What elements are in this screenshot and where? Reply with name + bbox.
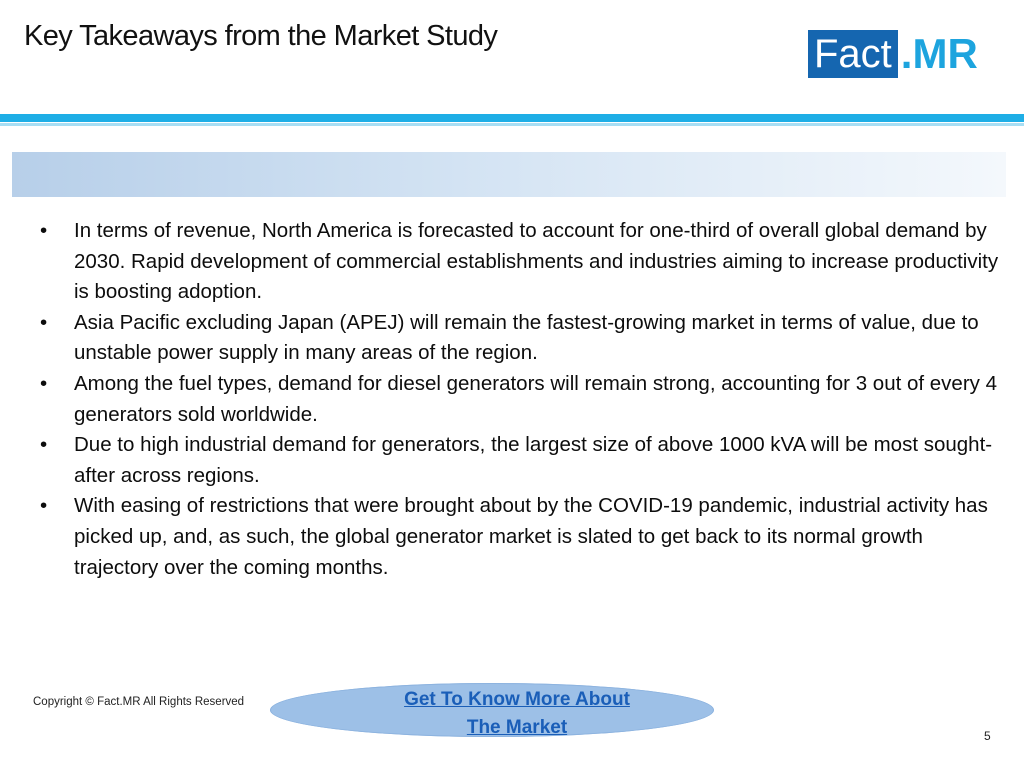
copyright-text: Copyright © Fact.MR All Rights Reserved	[33, 696, 245, 708]
list-item-text: In terms of revenue, North America is forecasted to account for one-third of overall global demand by 2030. Rapid development of commercial establishments and industries aiming to increase productivity is boosting adoption.	[74, 219, 999, 304]
cta-line-2: The Market	[466, 716, 568, 738]
list-item	[40, 491, 1000, 583]
bullet-icon: •	[40, 433, 48, 457]
list-item	[40, 216, 1000, 308]
cta-line-1: Get To Know More About	[404, 689, 630, 710]
list-item-text: Among the fuel types, demand for diesel generators will remain strong, accounting for 3 out of every 4 generators sold worldwide.	[74, 371, 998, 426]
bullet-icon: •	[40, 494, 48, 518]
list-item-text: Asia Pacific excluding Japan (APEJ) will remain the fastest-growing market in terms of value, due to unstable power supply in many areas of the region.	[74, 310, 979, 365]
logo-suffix: .MR	[900, 30, 978, 77]
page-number: 5	[984, 729, 991, 743]
list-item	[40, 308, 1000, 369]
subtitle-band	[12, 152, 1006, 197]
slide-title: Key Takeaways from the Market Study	[24, 20, 498, 52]
takeaways-list	[40, 216, 1000, 583]
bullet-icon: •	[40, 310, 48, 334]
get-to-know-more-link[interactable]	[378, 686, 656, 741]
list-item	[40, 369, 1000, 430]
header-divider-shadow	[0, 123, 1024, 126]
header-divider	[0, 114, 1024, 122]
list-item-text: Due to high industrial demand for generators, the largest size of above 1000 kVA will be most sought-after across regions.	[74, 433, 993, 487]
bullet-icon: •	[40, 371, 48, 395]
list-item	[40, 430, 1000, 491]
fact-mr-logo	[808, 30, 978, 78]
list-item-text: With easing of restrictions that were brought about by the COVID-19 pandemic, industrial activity has picked up, and, as such, the global generator market is slated to get back to its normal growth trajectory over the coming months.	[74, 494, 988, 579]
logo-text: Fact	[808, 30, 898, 78]
bullet-icon: •	[40, 219, 48, 242]
